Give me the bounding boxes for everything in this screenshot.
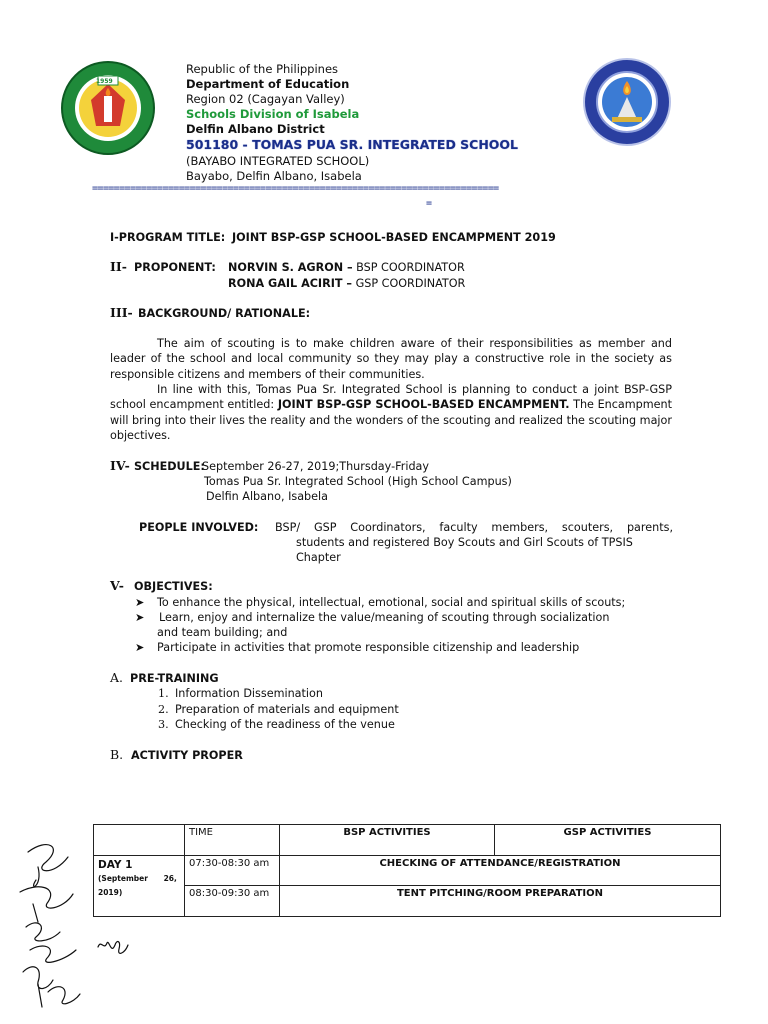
header-divider: =========================================================================== (92, 183, 499, 194)
table-corner-cell (94, 825, 185, 856)
pre-training-label: PRE-TRAINING (130, 672, 219, 685)
handwritten-signatures (8, 832, 88, 1012)
table-row (94, 886, 721, 917)
objective-item-3: Participate in activities that promote responsible citizenship and leadership (157, 641, 580, 654)
section-ii-numeral: II- (110, 259, 127, 274)
header-division: Schools Division of Isabela (186, 107, 360, 121)
objective-arrow-3: ➤ (135, 641, 145, 654)
table-day-cell (94, 856, 185, 917)
people-involved-label: PEOPLE INVOLVED: (139, 521, 259, 534)
header-address: Bayabo, Delfin Albano, Isabela (186, 169, 362, 183)
activity-table (93, 824, 721, 917)
pre-training-item-1: Information Dissemination (175, 687, 323, 700)
table-row (94, 856, 721, 886)
schedule-date: September 26-27, 2019;Thursday-Friday (202, 460, 430, 473)
objective-arrow-1: ➤ (135, 596, 145, 609)
people-involved-line-2: students and registered Boy Scouts and Girl Scouts of TPSIS (296, 536, 633, 549)
objective-item-2: Learn, enjoy and internalize the value/meaning of scouting through socialization (159, 611, 610, 624)
table-header-row (94, 825, 721, 856)
people-involved-line-1: BSP/ GSP Coordinators, faculty members, scouters, parents, (275, 521, 673, 534)
table-day-label: DAY 1 (98, 859, 133, 871)
header-region: Region 02 (Cagayan Valley) (186, 92, 345, 106)
background-paragraph-1: The aim of scouting is to make children aware of their responsibilities as member and leader of the school and local community so they may play a constructive role in the society as responsible citizens and members of their communities. (110, 337, 672, 381)
schedule-location: Delfin Albano, Isabela (206, 490, 328, 503)
section-v-numeral: V- (110, 578, 124, 593)
proponent-label: PROPONENT: (134, 261, 216, 274)
proponent-line-1 (228, 260, 465, 276)
table-time-2: 08:30-09:30 am (185, 886, 280, 917)
proponent-line-2 (228, 276, 465, 292)
background-paragraph-2a: In line with this, Tomas Pua Sr. Integrated School is planning to conduct a joint BSP-GSP school encampment entitled: (110, 383, 672, 412)
pre-training-num-3: 3. (158, 718, 169, 731)
table-activity-2: TENT PITCHING/ROOM PREPARATION (280, 886, 721, 917)
schedule-venue: Tomas Pua Sr. Integrated School (High School Campus) (204, 475, 512, 488)
table-header-gsp: GSP ACTIVITIES (495, 825, 721, 856)
objective-item-1: To enhance the physical, intellectual, emotional, social and spiritual skills of scouts; (157, 596, 626, 609)
section-a-letter: A. (110, 670, 124, 685)
table-activity-1: CHECKING OF ATTENDANCE/REGISTRATION (280, 856, 721, 886)
header-school-name: 501180 - TOMAS PUA SR. INTEGRATED SCHOOL (186, 137, 519, 152)
background-paragraph-2b: JOINT BSP-GSP SCHOOL-BASED ENCAMPMENT. (277, 398, 570, 412)
section-b-letter: B. (110, 747, 124, 762)
program-title-value: JOINT BSP-GSP SCHOOL-BASED ENCAMPMENT 2019 (232, 231, 556, 244)
background-label: BACKGROUND/ RATIONALE: (138, 307, 311, 320)
proponent-name-2: RONA GAIL ACIRIT – (228, 277, 352, 290)
header-republic: Republic of the Philippines (186, 62, 339, 76)
objective-item-2-cont: and team building; and (157, 626, 288, 639)
header-district: Delfin Albano District (186, 122, 325, 136)
header-divider-tail: = (426, 198, 432, 209)
pre-training-item-2: Preparation of materials and equipment (175, 703, 399, 716)
handwritten-initials (95, 935, 131, 965)
people-involved-line-3: Chapter (296, 551, 341, 564)
proponent-name-1: NORVIN S. AGRON – (228, 261, 353, 274)
pre-training-num-1: 1. (158, 687, 169, 700)
table-header-time: TIME (185, 825, 280, 856)
schedule-label: SCHEDULE: (134, 460, 205, 473)
background-paragraph-2 (110, 382, 672, 444)
deped-logo (58, 60, 158, 156)
header-department: Department of Education (186, 77, 350, 91)
pre-training-num-2: 2. (158, 703, 169, 716)
background-paragraph-2c: The Encampment will bring into their lives the reality and the wonders of the scouting and realized the scouting major objectives. (110, 398, 673, 443)
objective-arrow-2: ➤ (135, 611, 145, 624)
table-day-sub-2: 2019) (98, 888, 123, 897)
deped-logo-year: 1959 (96, 78, 113, 85)
proponent-role-1: BSP COORDINATOR (356, 261, 465, 274)
pre-training-item-3: Checking of the readiness of the venue (175, 718, 395, 731)
header-former-name: (BAYABO INTEGRATED SCHOOL) (186, 154, 370, 168)
table-time-1: 07:30-08:30 am (185, 856, 280, 886)
table-day-sub-1: (September 26, (98, 874, 177, 883)
proponent-role-2: GSP COORDINATOR (355, 277, 466, 290)
section-iv-numeral: IV- (110, 458, 130, 473)
school-logo (582, 57, 672, 147)
objectives-label: OBJECTIVES: (134, 580, 213, 593)
program-title-label: I-PROGRAM TITLE: (110, 231, 226, 244)
table-header-bsp: BSP ACTIVITIES (280, 825, 495, 856)
activity-proper-label: ACTIVITY PROPER (131, 749, 243, 762)
section-iii-numeral: III- (110, 305, 133, 320)
